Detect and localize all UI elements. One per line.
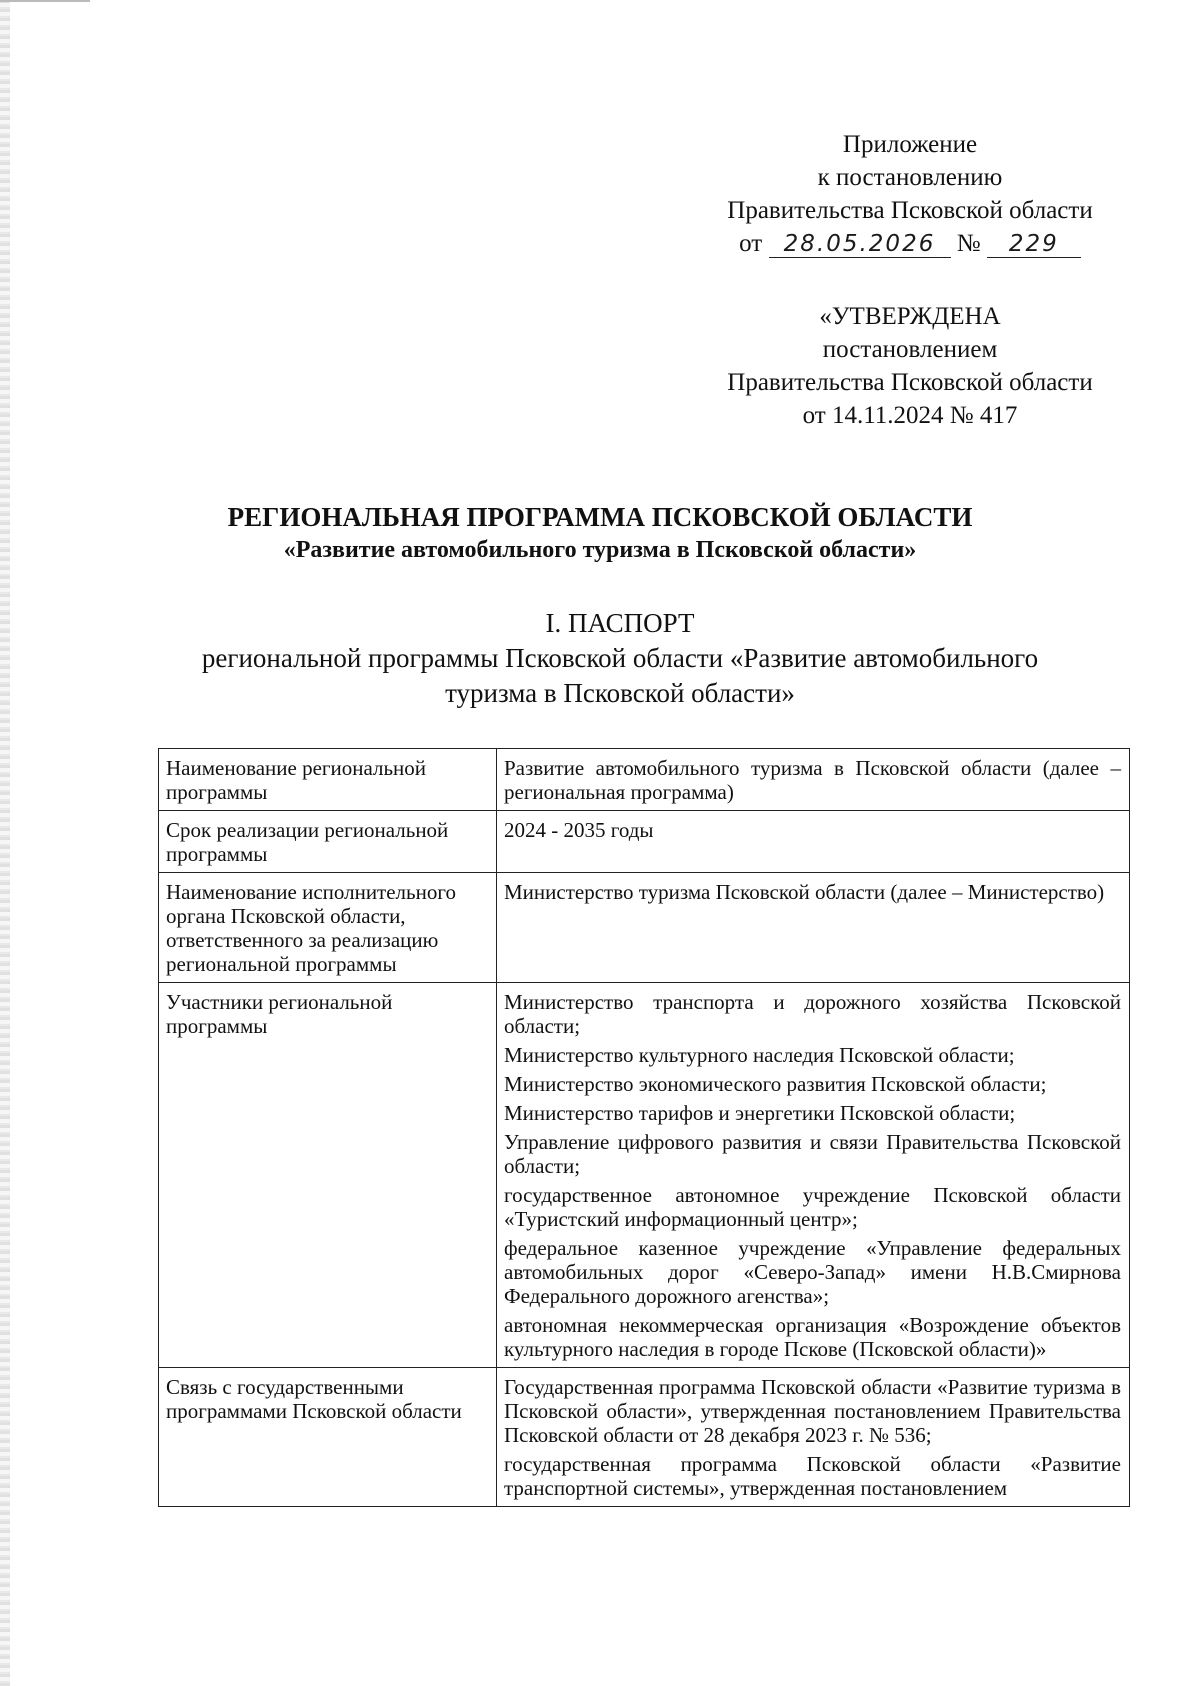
row-value-paragraph: Министерство транспорта и дорожного хозяйства Псковской области; [504,990,1121,1038]
number-sign: № [956,230,981,257]
from-prefix: от [739,230,763,257]
handwritten-date: 28.05.2026 [769,231,951,258]
scan-line-artifact [0,0,90,2]
row-label: Связь с государственными программами Псковской области [159,1368,497,1507]
row-value [497,1368,1130,1507]
table-row [159,1368,1130,1507]
document-title [130,500,1070,566]
row-value-paragraph: Развитие автомобильного туризма в Псковской области (далее – региональная программа) [504,756,1121,804]
row-value-paragraph: федеральное казенное учреждение «Управление федеральных автомобильных дорог «Северо-Запад» имени Н.В.Смирнова Федерального дорожного агенства»; [504,1236,1121,1308]
table-row [159,811,1130,873]
section-heading [130,606,1110,711]
row-value-paragraph: Управление цифрового развития и связи Правительства Псковской области; [504,1130,1121,1178]
row-value [497,873,1130,983]
row-label: Наименование региональной программы [159,749,497,811]
approval-line: «УТВЕРЖДЕНА [819,303,1001,330]
table-row [159,873,1130,983]
row-value-paragraph: Министерство культурного наследия Псковской области; [504,1043,1015,1067]
appendix-line: к постановлению [817,164,1003,191]
title-sub: «Развитие автомобильного туризма в Псковской области» [283,537,917,563]
row-label: Участники региональной программы [159,983,497,1368]
section-subtitle: туризма в Псковской области» [445,678,795,708]
row-value-paragraph: Министерство тарифов и энергетики Псковской области; [504,1101,1016,1125]
scan-edge-artifact [0,0,10,1686]
row-value-paragraph: Государственная программа Псковской области «Развитие туризма в Псковской области», утвержденная постановлением Правительства Псковской области от 28 декабря 2023 г. № 536; [504,1375,1121,1447]
section-number: I. ПАСПОРТ [545,608,695,638]
row-value-paragraph: Министерство туризма Псковской области (далее – Министерство) [504,880,1105,904]
approval-line: от 14.11.2024 № 417 [802,402,1018,429]
handwritten-number: 229 [987,231,1081,258]
passport-table [158,748,1130,1507]
title-main: РЕГИОНАЛЬНАЯ ПРОГРАММА ПСКОВСКОЙ ОБЛАСТИ [227,502,973,532]
order-date-line [739,227,1081,260]
section-subtitle: региональной программы Псковской области «Развитие автомобильного [201,643,1039,673]
appendix-header [700,128,1120,260]
row-value [497,983,1130,1368]
table-row [159,983,1130,1368]
appendix-line: Правительства Псковской области [727,197,1093,224]
approval-line: постановлением [822,336,998,363]
row-value-paragraph: автономная некоммерческая организация «Возрождение объектов культурного наследия в городе Пскове (Псковской области)» [504,1313,1121,1361]
row-value [497,811,1130,873]
row-value-paragraph: Министерство экономического развития Псковской области; [504,1072,1047,1096]
row-value-paragraph: государственное автономное учреждение Псковской области «Туристский информационный центр»; [504,1183,1121,1231]
row-value-paragraph: государственная программа Псковской области «Развитие транспортной системы», утвержденная постановлением [504,1452,1121,1500]
appendix-line: Приложение [842,131,978,158]
row-label: Срок реализации региональной программы [159,811,497,873]
row-value [497,749,1130,811]
approval-stamp-text [700,300,1120,432]
row-value-paragraph: 2024 - 2035 годы [504,818,654,842]
approval-line: Правительства Псковской области [727,369,1093,396]
row-label: Наименование исполнительного органа Псковской области, ответственного за реализацию региональной программы [159,873,497,983]
table-row [159,749,1130,811]
passport-table-body [159,749,1130,1507]
